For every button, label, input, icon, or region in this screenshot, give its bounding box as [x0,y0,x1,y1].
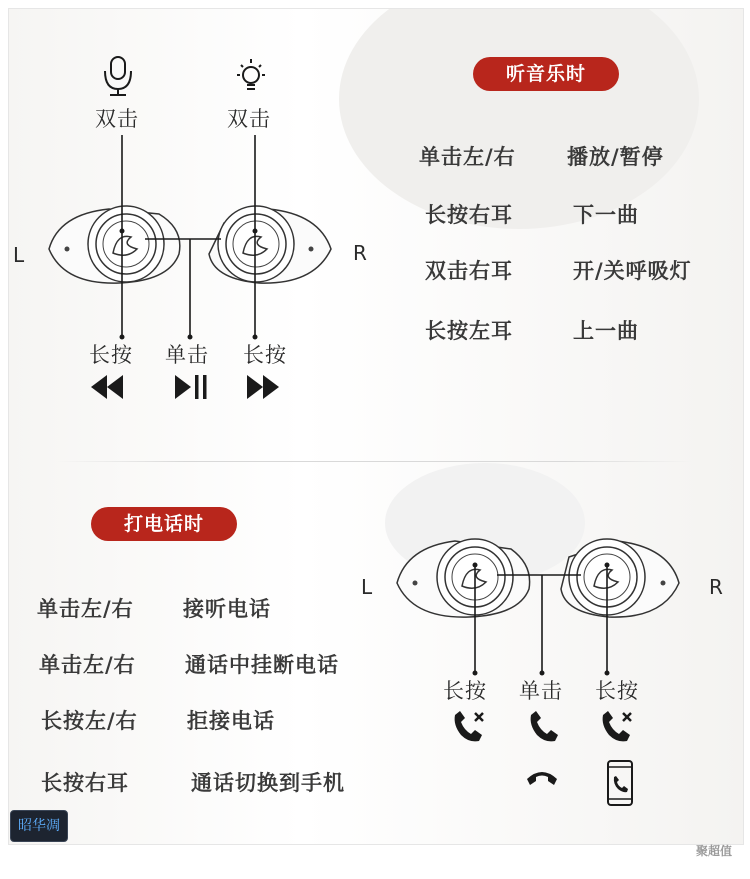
bottom-diagram-left-label: L [361,575,374,599]
music-result-2: 下一曲 [573,203,639,227]
double-tap-left-label: 双击 [95,107,139,131]
call-long-press-left-label: 长按 [443,679,487,703]
music-action-3: 双击右耳 [425,259,513,283]
music-result-4: 上一曲 [573,319,639,343]
answer-call-icon [531,711,558,741]
smartphone-icon [608,761,632,805]
long-press-right-label: 长按 [243,343,287,367]
instruction-card [8,8,744,845]
right-earbud-dot-2 [661,581,666,586]
call-action-2: 单击左/右 [39,653,136,677]
reject-call-icon-right [603,711,631,741]
music-result-3: 开/关呼吸灯 [573,259,692,283]
music-action-4: 长按左耳 [425,319,513,343]
call-result-4: 通话切换到手机 [191,771,345,795]
single-tap-label: 单击 [165,343,209,367]
top-diagram-right-label: R [353,241,368,265]
music-action-2: 长按右耳 [425,203,513,227]
call-action-4: 长按右耳 [41,771,129,795]
watermark-badge: 昭华凋 [10,810,68,842]
call-result-3: 拒接电话 [187,709,275,733]
top-diagram-left-label: L [13,243,26,267]
bottom-diagram-right-label: R [709,575,724,599]
call-action-1: 单击左/右 [37,597,134,621]
reject-call-icon [455,711,483,741]
music-mode-badge: 听音乐时 [473,57,619,91]
call-long-press-right-label: 长按 [595,679,639,703]
corner-logo: 聚超值 [696,844,733,858]
call-mode-badge: 打电话时 [91,507,237,541]
call-result-1: 接听电话 [183,597,271,621]
call-action-3: 长按左/右 [41,709,138,733]
call-single-tap-label: 单击 [519,679,563,703]
long-press-left-label: 长按 [89,343,133,367]
call-result-2: 通话中挂断电话 [185,653,339,677]
double-tap-right-label: 双击 [227,107,271,131]
earbuds-diagram-bottom [9,9,743,844]
music-result-1: 播放/暂停 [567,145,664,169]
left-earbud-dot-2 [413,581,418,586]
hang-up-icon [527,772,557,785]
music-action-1: 单击左/右 [419,145,516,169]
